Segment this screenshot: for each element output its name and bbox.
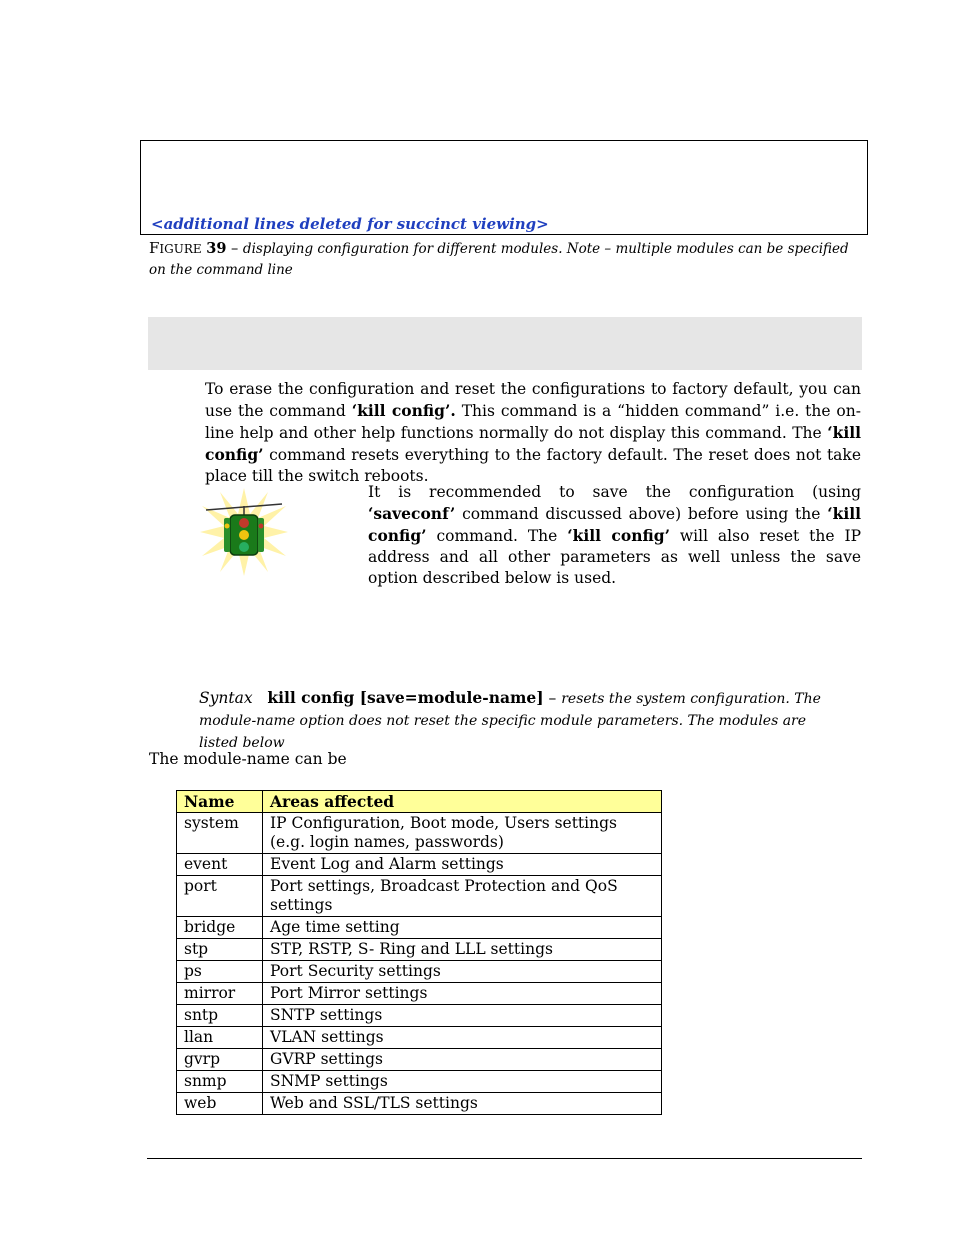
module-name: snmp — [177, 1071, 263, 1093]
syntax-description: resets the system configuration. The module-name option does not reset the specific module parameters. The modules are listed below — [199, 691, 821, 751]
module-table — [176, 790, 662, 1115]
intro-paragraph — [205, 379, 861, 487]
note-text-2: command discussed above) before using the — [455, 505, 828, 523]
module-name: gvrp — [177, 1049, 263, 1071]
module-areas: Port settings, Broadcast Protection and QoS settings — [263, 876, 662, 917]
note-text-1: It is recommended to save the configuration (using — [368, 483, 861, 501]
table-row — [177, 983, 662, 1005]
note-text-3: command. The — [426, 527, 568, 545]
header-areas: Areas affected — [263, 791, 662, 813]
caption-label-initial: F — [149, 239, 160, 257]
module-areas: GVRP settings — [263, 1049, 662, 1071]
figure-deleted-note: <additional lines deleted for succinct viewing> — [151, 215, 549, 233]
table-row — [177, 854, 662, 876]
table-row — [177, 1071, 662, 1093]
module-areas: Web and SSL/TLS settings — [263, 1093, 662, 1115]
table-row — [177, 1005, 662, 1027]
module-areas: VLAN settings — [263, 1027, 662, 1049]
module-areas: Age time setting — [263, 917, 662, 939]
caption-number: 39 — [206, 240, 227, 257]
table-row — [177, 917, 662, 939]
module-name: web — [177, 1093, 263, 1115]
traffic-light-icon — [198, 486, 290, 578]
module-name: bridge — [177, 917, 263, 939]
note-command-1: ‘saveconf’ — [368, 504, 456, 523]
module-name: sntp — [177, 1005, 263, 1027]
module-areas: IP Configuration, Boot mode, Users settings (e.g. login names, passwords) — [263, 813, 662, 854]
footer-rule — [147, 1158, 862, 1159]
module-name: event — [177, 854, 263, 876]
module-areas: Event Log and Alarm settings — [263, 854, 662, 876]
intro-command-2: ‘kill config’ — [205, 423, 861, 464]
table-row — [177, 1093, 662, 1115]
table-row — [177, 1049, 662, 1071]
caption-text: displaying configuration for different modules. Note – multiple modules can be specified on the command line — [149, 241, 849, 278]
table-row — [177, 961, 662, 983]
syntax-command: kill config [save=module-name] — [267, 688, 544, 707]
intro-text-1: To erase the configuration and reset the configurations to factory default, you can use the command — [205, 380, 861, 420]
syntax-label: Syntax — [199, 689, 253, 707]
intro-text-2: This command is a “hidden command” i.e. the on-line help and other help functions normally do not display this command. The — [205, 402, 861, 442]
module-name: port — [177, 876, 263, 917]
intro-command-1: ‘kill config’. — [351, 401, 456, 420]
table-row — [177, 813, 662, 854]
recommendation-note — [368, 482, 861, 589]
table-header-row — [177, 791, 662, 813]
table-row — [177, 876, 662, 917]
table-row — [177, 939, 662, 961]
figure-caption-label — [149, 241, 226, 257]
note-text-4: will also reset the IP address and all other parameters as well unless the save option described below is used. — [368, 527, 861, 587]
module-intro: The module-name can be — [149, 750, 347, 768]
module-name: stp — [177, 939, 263, 961]
figure-caption — [149, 238, 849, 281]
note-command-3: ‘kill config’ — [567, 526, 670, 545]
intro-text-3: command resets everything to the factory default. The reset does not take place till the switch reboots. — [205, 446, 861, 485]
module-name: llan — [177, 1027, 263, 1049]
section-heading-band — [148, 317, 862, 370]
caption-dash: – — [226, 241, 243, 257]
module-areas: Port Security settings — [263, 961, 662, 983]
caption-label-rest: IGURE — [159, 242, 202, 256]
module-areas: STP, RSTP, S- Ring and LLL settings — [263, 939, 662, 961]
module-areas: Port Mirror settings — [263, 983, 662, 1005]
syntax-dash: – — [543, 689, 562, 707]
note-command-2: ‘kill config’ — [368, 504, 861, 545]
module-areas: SNTP settings — [263, 1005, 662, 1027]
module-areas: SNMP settings — [263, 1071, 662, 1093]
header-name: Name — [177, 791, 263, 813]
figure-box — [140, 140, 868, 235]
module-name: system — [177, 813, 263, 854]
table-row — [177, 1027, 662, 1049]
module-name: ps — [177, 961, 263, 983]
syntax-line — [199, 687, 849, 754]
module-name: mirror — [177, 983, 263, 1005]
